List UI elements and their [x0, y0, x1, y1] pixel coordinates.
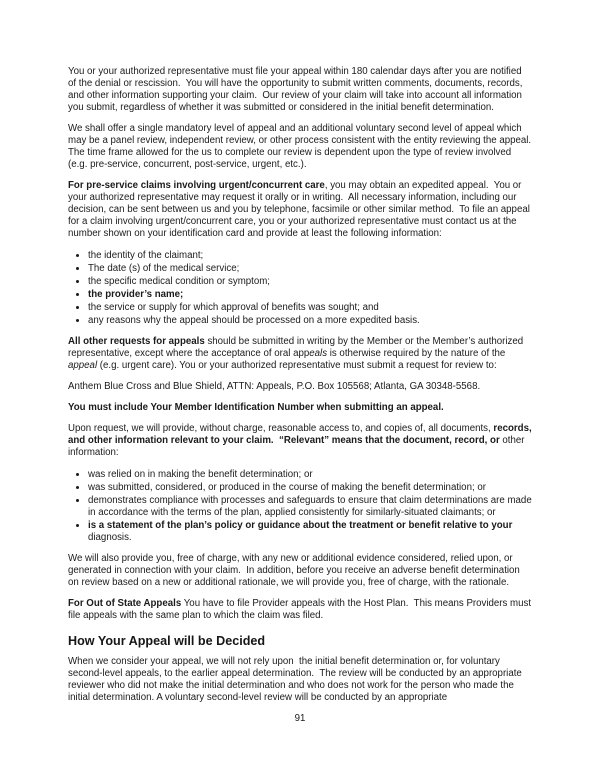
list-item	[88, 249, 532, 262]
text-run: The date (s) of the medical service;	[88, 263, 240, 274]
bold-run: records, and other information relevant to your claim. “Relevant” means that the document, record, or	[68, 423, 535, 446]
bold-run: is a statement of the plan’s policy or guidance about the treatment or benefit relative to your	[88, 520, 516, 531]
list-item	[88, 262, 532, 275]
paragraph-appeal-levels: We shall offer a single mandatory level of appeal and an additional voluntary second level of appeal which may be a panel review, independent review, or other process consistent with the entity reviewing the appeal. The time frame allowed for the us to complete our review is dependent upon the type of review involved (e.g. pre-service, concurrent, post-service, urgent, etc.).	[68, 123, 537, 170]
list-item	[88, 288, 532, 301]
text-run: , you may obtain an expedited appeal. You or your authorized representative may request it orally or in writing. All necessary information, including our decision, can be sent between us and you by telephone, facsimile or other similar method. To file an appeal for a claim involving urgent/concurrent care, you or your authorized representative must contact us at the number shown on your identification card and provide at least the following information:	[68, 180, 533, 239]
list-item	[88, 468, 532, 481]
bullet-list-urgent-appeal-info	[68, 249, 532, 327]
paragraph-urgent-concurrent-care	[68, 180, 532, 240]
text-run: the service or supply for which approval of benefits was sought; and	[88, 302, 379, 313]
paragraph-member-id-notice: You must include Your Member Identification Number when submitting an appeal.	[68, 402, 444, 413]
text-run: other information:	[68, 435, 528, 458]
text-run: is otherwise required by the nature of the	[327, 348, 508, 359]
paragraph-additional-evidence: We will also provide you, free of charge, with any new or additional evidence considered, relied upon, or generated in connection with your claim. In addition, before you receive an adverse benefit determination on review based on a new or additional rationale, we will provide you, free of charge, with the rationale.	[68, 553, 523, 588]
bold-run: All other requests for appeals	[68, 336, 205, 347]
text-run: Upon request, we will provide, without charge, reasonable access to, and copies of, all documents,	[68, 423, 494, 434]
bullet-list-relevant-definition	[68, 468, 535, 544]
paragraph-appeal-filing-deadline: You or your authorized representative must file your appeal within 180 calendar days after you are notified of the denial or rescission. You will have the opportunity to submit written comments, documents, records, and other information supporting your claim. Our review of your claim will take into account all information you submit, regardless of whether it was submitted or considered in the initial benefit determination.	[68, 66, 526, 113]
bold-run: For pre-service claims involving urgent/concurrent care	[68, 180, 325, 191]
section-heading-how-appeal-decided: How Your Appeal will be Decided	[68, 634, 266, 648]
paragraph-out-of-state-appeals	[68, 598, 532, 622]
paragraph-appeal-review-process: When we consider your appeal, we will not rely upon the initial benefit determination or, for voluntary second-level appeals, to the earlier appeal determination. The review will be conducted by an appropriate reviewer who did not make the initial determination and who does not work for the person who made the initial determination. A voluntary second-level review will be conducted by an appropriate	[68, 656, 525, 703]
text-run: the specific medical condition or symptom;	[88, 276, 270, 287]
list-item	[88, 519, 532, 544]
italic-run: appeal	[68, 360, 98, 371]
list-item	[88, 301, 532, 314]
text-run: should be submitted in writing by the Member or the Member’s authorized representative, except where the acceptance of oral app	[68, 336, 526, 359]
text-run: You have to file Provider appeals with the Host Plan. This means Providers must file appeals with the same plan to which the claim was filed.	[68, 598, 534, 621]
italic-run: eals	[309, 348, 328, 359]
bold-run: the provider’s name;	[88, 289, 184, 300]
list-item	[88, 494, 535, 519]
text-run: demonstrates compliance with processes and safeguards to ensure that claim determinations are made in accordance with the terms of the plan, applied consistently for similarly-situated claimants; or	[88, 495, 535, 518]
text-run: was submitted, considered, or produced in the course of making the benefit determination; or	[88, 482, 486, 493]
paragraph-other-appeal-requests	[68, 336, 532, 372]
page-number: 91	[294, 713, 306, 724]
text-run: was relied on in making the benefit determination; or	[88, 469, 313, 480]
list-item	[88, 275, 532, 288]
list-item	[88, 481, 532, 494]
text-run: any reasons why the appeal should be processed on a more expedited basis.	[88, 315, 420, 326]
paragraph-relevant-documents	[68, 423, 535, 459]
text-run: diagnosis.	[88, 532, 132, 543]
text-run: the identity of the claimant;	[88, 250, 204, 261]
text-run: (e.g. urgent care). You or your authorized representative must submit a request for review to:	[97, 360, 497, 371]
bold-run: For Out of State Appeals	[68, 598, 182, 609]
paragraph-mailing-address: Anthem Blue Cross and Blue Shield, ATTN: Appeals, P.O. Box 105568; Atlanta, GA 30348-5568.	[68, 381, 481, 392]
list-item	[88, 314, 532, 327]
